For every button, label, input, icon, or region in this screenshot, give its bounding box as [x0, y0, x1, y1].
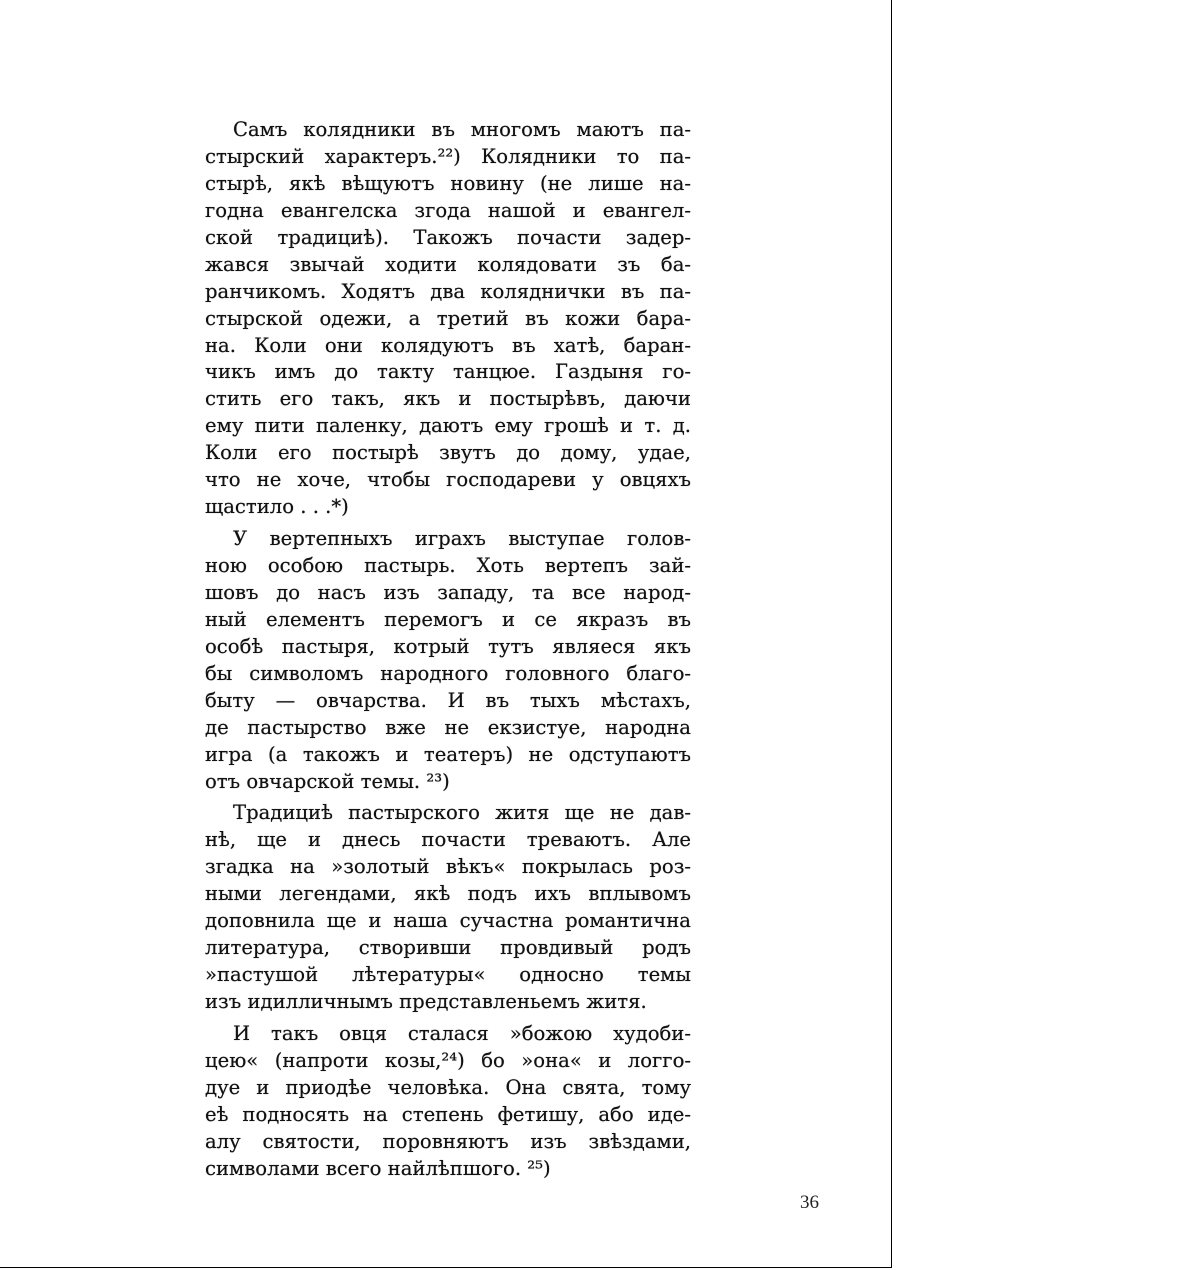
text-line: ему пити паленку, даютъ ему грошѣ и т. д.	[205, 414, 691, 438]
text-line: У вертепныхъ играхъ выступае голов-	[233, 527, 691, 551]
paragraph	[205, 117, 691, 521]
text-line: чикъ имъ до такту танцюе. Газдыня го-	[205, 360, 691, 384]
text-line: стырской одежи, а третий въ кожи бара-	[205, 306, 691, 330]
text-line: алу святости, поровняютъ изъ звѣздами,	[205, 1129, 691, 1153]
text-line: особѣ пастыря, котрый тутъ являеся якъ	[205, 634, 691, 658]
text-line: »пастушой лѣтературы« односно темы	[205, 963, 691, 987]
text-line: быту — овчарства. И въ тыхъ мѣстахъ,	[205, 688, 691, 712]
text-line: Коли его постырѣ звутъ до дому, удае,	[205, 441, 691, 465]
text-line: отъ овчарской темы. ²³)	[205, 769, 450, 793]
text-line: стить его такъ, якъ и постырѣвъ, даючи	[205, 387, 691, 411]
text-line: ской традициѣ). Такожъ почасти задер-	[205, 225, 691, 249]
text-line: на. Коли они колядуютъ въ хатѣ, баран-	[205, 333, 691, 357]
paragraph	[205, 800, 691, 1016]
page-number: 36	[800, 1192, 819, 1213]
body-text	[205, 117, 691, 1183]
text-line: жався звычай ходити колядовати зъ ба-	[205, 252, 691, 276]
text-line: еѣ подносять на степень фетишу, або иде-	[205, 1102, 691, 1126]
text-line: стырѣ, якѣ вѣщуютъ новину (не лише на-	[205, 171, 691, 195]
text-line: шовъ до насъ изъ западу, та все народ-	[205, 580, 691, 604]
text-line: доповнила ще и наша сучастна романтична	[205, 909, 691, 933]
paragraph	[205, 526, 691, 795]
text-line: символами всего найлѣпшого. ²⁵)	[205, 1156, 551, 1180]
text-line: згадка на »золотый вѣкъ« покрылась роз-	[205, 855, 691, 879]
text-line: стырский характеръ.²²) Колядники то па-	[205, 144, 691, 168]
text-line: ранчикомъ. Ходятъ два коляднички въ па-	[205, 279, 691, 303]
text-line: что не хоче, чтобы господареви у овцяхъ	[205, 468, 691, 492]
text-line: литература, створивши провдивый родъ	[205, 936, 691, 960]
text-line: изъ идилличнымъ представленьемъ житя.	[205, 990, 647, 1013]
text-line: И такъ овця сталася »божою худоби-	[233, 1021, 691, 1045]
text-line: игра (а такожъ и театеръ) не одступаютъ	[205, 742, 691, 766]
text-line: дуе и приодѣе человѣка. Она свята, тому	[205, 1075, 691, 1099]
text-line: бы символомъ народного головного благо-	[205, 661, 691, 685]
text-line: годна евангелска згода нашой и евангел-	[205, 198, 691, 222]
text-line: нѣ, ще и днесь почасти треваютъ. Але	[205, 828, 691, 852]
text-line: Самъ колядники въ многомъ маютъ па-	[233, 118, 691, 141]
text-line: ною особою пастырь. Хоть вертепъ зай-	[205, 554, 691, 577]
text-line: Традициѣ пастырского житя ще не дав-	[233, 801, 691, 825]
text-line: ными легендами, якѣ подъ ихъ вплывомъ	[205, 882, 691, 906]
text-line: цею« (напроти козы,²⁴) бо »она« и логго-	[205, 1048, 691, 1072]
text-line: ный елементъ перемогъ и се якразъ въ	[205, 607, 691, 631]
text-line: щастило . . .*)	[205, 495, 349, 519]
text-line: де пастырство вже не екзистуе, народна	[205, 715, 691, 739]
paragraph	[205, 1021, 691, 1183]
